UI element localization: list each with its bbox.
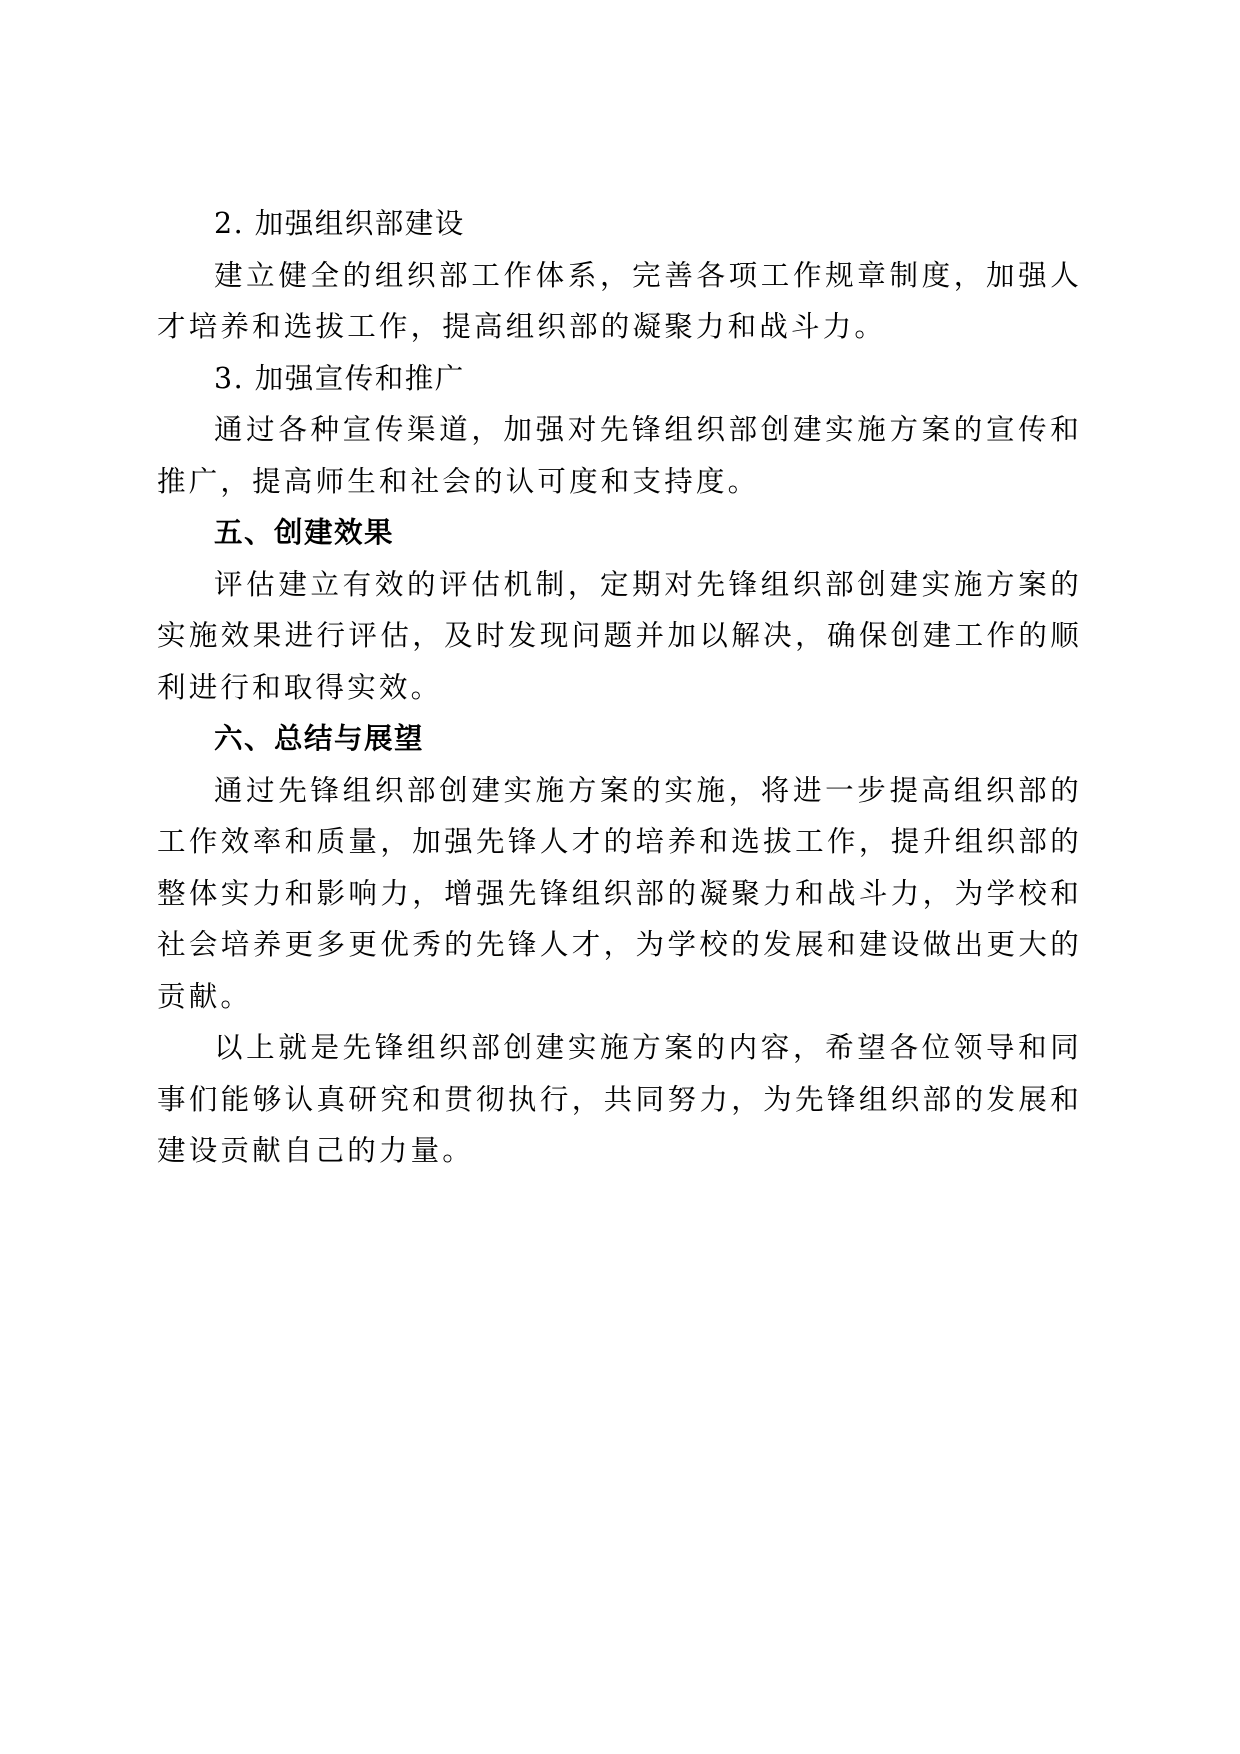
paragraph-evaluation-mechanism: 评估建立有效的评估机制，定期对先锋组织部创建实施方案的实施效果进行评估，及时发现问题并加以解决，确保创建工作的顺利进行和取得实效。 bbox=[157, 567, 1082, 704]
subheading-strengthen-publicity: 3. 加强宣传和推广 bbox=[214, 361, 465, 395]
paragraph-summary: 通过先锋组织部创建实施方案的实施，将进一步提高组织部的工作效率和质量，加强先锋人才的培养和选拔工作，提升组织部的整体实力和影响力，增强先锋组织部的凝聚力和战斗力，为学校和社会培养更多更优秀的先锋人才，为学校的发展和建设做出更大的贡献。 bbox=[157, 773, 1082, 1013]
paragraph-org-work-system: 建立健全的组织部工作体系，完善各项工作规章制度，加强人才培养和选拔工作，提高组织部的凝聚力和战斗力。 bbox=[157, 258, 1082, 343]
subheading-strengthen-org-building: 2. 加强组织部建设 bbox=[214, 207, 465, 240]
paragraph-closing: 以上就是先锋组织部创建实施方案的内容，希望各位领导和同事们能够认真研究和贯彻执行，共同努力，为先锋组织部的发展和建设贡献自己的力量。 bbox=[157, 1031, 1082, 1167]
document-body bbox=[157, 198, 1082, 1177]
paragraph-publicity-channels: 通过各种宣传渠道，加强对先锋组织部创建实施方案的宣传和推广，提高师生和社会的认可度和支持度。 bbox=[157, 413, 1082, 498]
section-heading-summary-outlook: 六、总结与展望 bbox=[214, 721, 425, 755]
section-heading-effects: 五、创建效果 bbox=[214, 515, 395, 549]
